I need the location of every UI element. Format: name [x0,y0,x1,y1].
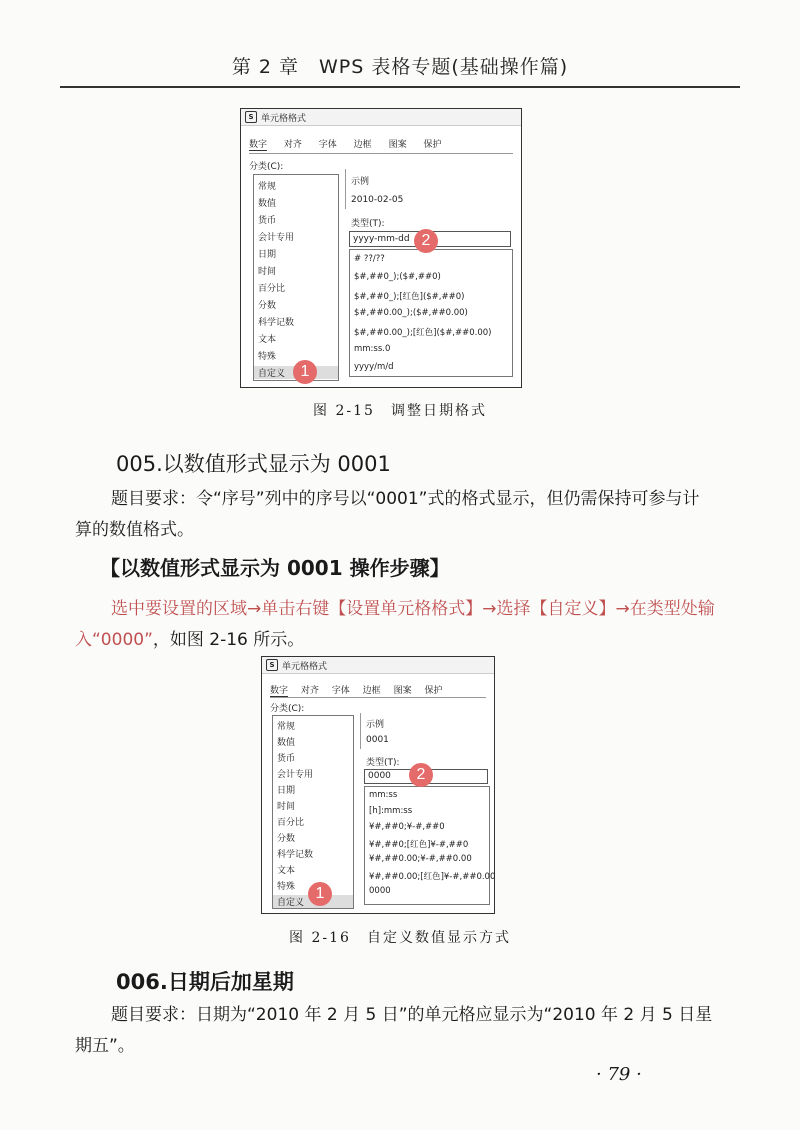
tab-divider [249,153,513,154]
category-item[interactable]: 特殊 [258,352,277,362]
dialog-titlebar [262,657,494,674]
tab-number[interactable]: 数字 [270,683,288,697]
category-item[interactable]: 货币 [258,216,277,226]
category-item[interactable]: 会计专用 [258,233,295,243]
steps-tail-text: ，如图 2-16 所示。 [152,630,305,650]
category-item[interactable]: 数值 [277,738,296,748]
category-item[interactable]: 时间 [258,267,277,277]
dialog-title: 单元格格式 [261,114,307,124]
section-heading: 006.日期后加星期 [116,970,294,994]
category-item[interactable]: 日期 [258,250,277,260]
requirement-text-content: 题目要求：日期为“2010 年 2 月 5 日”的单元格应显示为“2010 年 2 月 5 日星期五”。 [75,1005,713,1056]
wps-app-icon: S [266,659,278,671]
format-item[interactable]: mm:ss [369,790,398,800]
category-item[interactable]: 特殊 [277,882,296,892]
category-label: 分类(C): [270,704,305,714]
tab-number[interactable]: 数字 [249,137,267,151]
requirement-text-content: 题目要求：令“序号”列中的序号以“0001”式的格式显示，但仍需保持可参与计算的数值格式。 [75,489,700,540]
format-item[interactable]: $#,##0.00_);[红色]($#,##0.00) [354,328,492,338]
dialog-title: 单元格格式 [282,662,328,672]
category-item[interactable]: 科学记数 [258,318,295,328]
chapter-header: 第 2 章 WPS 表格专题(基础操作篇) [231,56,569,78]
format-item[interactable]: $#,##0.00_);($#,##0.00) [354,308,468,318]
steps-red-text: 选中要设置的区域→单击右键【设置单元格格式】→选择【自定义】→在类型处输入“0000” [75,599,715,650]
category-item[interactable]: 分数 [258,301,277,311]
category-item[interactable]: 日期 [277,786,296,796]
category-item[interactable]: 科学记数 [277,850,314,860]
format-list[interactable] [349,249,513,377]
requirement-text [75,484,715,546]
sample-label: 示例 [351,177,370,187]
wps-app-icon: S [245,111,257,123]
category-label: 分类(C): [249,162,284,172]
type-label: 类型(T): [351,219,385,229]
step-badge-2: 2 [409,763,433,787]
step-badge-1: 1 [308,882,332,906]
format-item[interactable]: ¥#,##0.00;[红色]¥-#,##0.00 [369,872,496,882]
category-list[interactable] [272,715,354,909]
category-item[interactable]: 货币 [277,754,296,764]
figure-2-15-dialog [240,108,522,388]
page-number: · 79 · [596,1064,642,1085]
sample-frame [360,713,361,749]
category-item[interactable]: 数值 [258,199,277,209]
format-item[interactable]: # ??/?? [354,254,385,264]
category-item-selected[interactable]: 自定义 [273,895,353,908]
type-input[interactable]: 0000 [364,769,488,784]
format-item[interactable]: [h]:mm:ss [369,806,413,816]
step-badge-1: 1 [293,360,317,384]
dialog-titlebar [241,109,521,126]
format-item[interactable]: $#,##0_);[红色]($#,##0) [354,292,465,302]
tab-pattern[interactable]: 图案 [388,140,407,150]
format-item[interactable]: mm:ss.0 [354,344,391,354]
category-list[interactable] [253,174,339,381]
format-list[interactable] [364,786,496,905]
steps-title: 【以数值形式显示为 0001 操作步骤】 [100,556,450,580]
tab-divider [270,697,486,698]
category-item-selected[interactable]: 自定义 [254,366,338,379]
format-item[interactable]: yyyy/m/d [354,362,394,372]
tab-protection[interactable]: 保护 [424,686,443,696]
category-item[interactable]: 常规 [277,722,296,732]
tab-border[interactable]: 边框 [353,140,372,150]
header-rule [60,86,740,88]
format-item[interactable]: ¥#,##0;[红色]¥-#,##0 [369,840,469,850]
sample-frame [345,169,346,209]
figure-caption: 图 2-15 调整日期格式 [313,403,487,419]
category-item[interactable]: 时间 [277,802,296,812]
category-item[interactable]: 常规 [258,182,277,192]
category-item[interactable]: 会计专用 [277,770,314,780]
figure-caption: 图 2-16 自定义数值显示方式 [289,930,511,946]
sample-value: 0001 [366,735,389,745]
tab-border[interactable]: 边框 [362,686,381,696]
format-item[interactable]: ¥#,##0;¥-#,##0 [369,822,445,832]
sample-value: 2010-02-05 [351,195,404,205]
category-item[interactable]: 文本 [277,866,296,876]
category-item[interactable]: 文本 [258,335,277,345]
dialog-tabs [270,683,452,697]
tab-pattern[interactable]: 图案 [393,686,412,696]
dialog-tabs [249,137,455,151]
section-heading: 005.以数值形式显示为 0001 [116,452,391,476]
type-label: 类型(T): [366,758,400,768]
requirement-text [75,1000,715,1062]
tab-font[interactable]: 字体 [331,686,350,696]
tab-alignment[interactable]: 对齐 [300,686,319,696]
figure-2-16-dialog [261,656,495,914]
type-input[interactable]: yyyy-mm-dd [349,231,511,247]
format-item[interactable]: 0000 [369,886,391,896]
tab-alignment[interactable]: 对齐 [283,140,302,150]
tab-protection[interactable]: 保护 [423,140,442,150]
step-badge-2: 2 [414,229,438,253]
category-item[interactable]: 百分比 [277,818,305,828]
category-item[interactable]: 百分比 [258,284,286,294]
category-item[interactable]: 分数 [277,834,296,844]
sample-label: 示例 [366,720,385,730]
format-item[interactable]: ¥#,##0.00;¥-#,##0.00 [369,854,472,864]
tab-font[interactable]: 字体 [318,140,337,150]
steps-text [75,594,715,656]
format-item[interactable]: $#,##0_);($#,##0) [354,272,441,282]
